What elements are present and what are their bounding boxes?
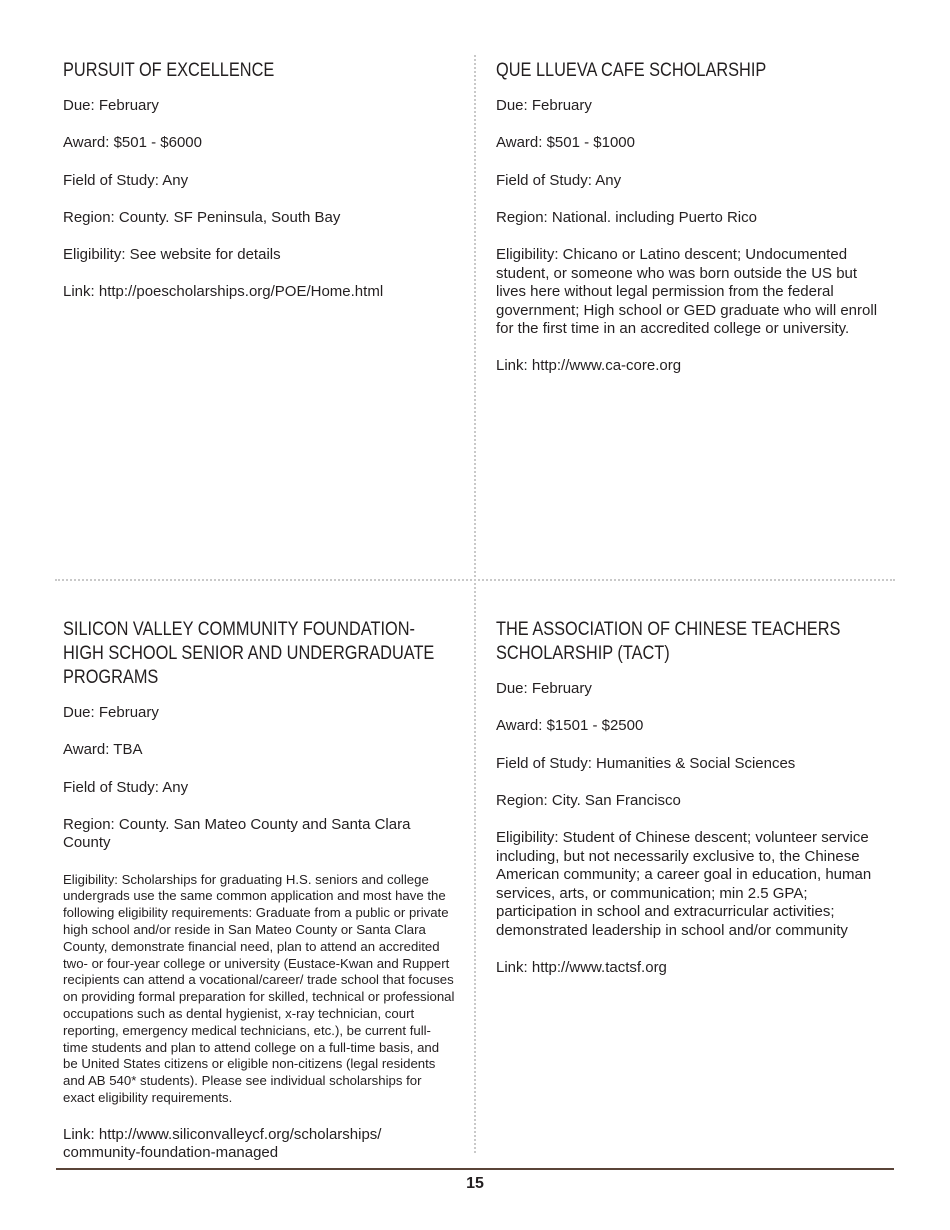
scholarship-card-tact xyxy=(496,618,888,996)
scholarship-link[interactable]: Link: http://www.tactsf.org xyxy=(496,958,667,976)
field-of-study: Field of Study: Humanities & Social Sciences xyxy=(496,754,796,772)
due-date: Due: February xyxy=(496,97,592,114)
due-date: Due: February xyxy=(63,97,159,114)
award-amount: Award: $501 - $6000 xyxy=(63,134,202,152)
eligibility-text: Eligibility: Scholarships for graduating H.S. seniors and college undergrads use the same common application and most have the following eligibility requirements: Graduate from a public or private high school and/or reside in San Mateo County or Santa Clara County, demonstrate financial need, plan to attend an accredited two- or four-year college or university (Eustace-Kwan and Ruppert recipients can attend a vocational/career/ trade school that focuses on providing formal preparation for skilled, technical or professional occupations such as dental hygienist, x-ray technician, court reporting, emergency medical technicians, etc.), be current full-time students and plan to attend college on a full-time basis, and be United States citizens or eligible non-citizens (legal residents and AB 540* students). xyxy=(63,871,455,1089)
region: Region: City. San Francisco xyxy=(496,791,681,809)
page-number: 15 xyxy=(466,1175,484,1192)
eligibility: Eligibility: See website for details xyxy=(63,246,281,264)
eligibility xyxy=(63,872,455,1107)
region: Region: County. San Mateo County and Santa Clara County xyxy=(63,815,411,852)
award-amount: Award: $501 - $1000 xyxy=(496,134,635,152)
due-date: Due: February xyxy=(496,680,592,697)
scholarship-card-silicon-valley-cf xyxy=(63,618,455,1181)
scholarship-link[interactable]: Link: http://www.ca-core.org xyxy=(496,357,682,375)
scholarship-title: QUE LLUEVA CAFE SCHOLARSHIP xyxy=(496,60,767,81)
region: Region: National. including Puerto Rico xyxy=(496,208,757,226)
row-divider xyxy=(55,579,895,581)
eligibility: Eligibility: Chicano or Latino descent; Undocumented student, or someone who was born outside the US but lives here without legal permission from the federal government; High school or GED graduate who will enroll for the first time in an accredited college or university. xyxy=(496,246,878,338)
scholarship-card-que-llueva-cafe xyxy=(496,59,888,395)
due-date: Due: February xyxy=(63,704,159,721)
scholarship-title: THE ASSOCIATION OF CHINESE TEACHERS SCHOLARSHIP (TACT) xyxy=(496,619,841,664)
eligibility: Eligibility: Student of Chinese descent; volunteer service including, but not necessarily exclusive to, the Chinese American community; a career goal in education, human services, arts, or communication; min 2.5 GPA; participation in school and extracurricular activities; demonstrated leadership in school and/or community xyxy=(496,829,872,939)
award-amount: Award: TBA xyxy=(63,741,143,759)
field-of-study: Field of Study: Any xyxy=(63,171,189,189)
scholarship-title: PURSUIT OF EXCELLENCE xyxy=(63,60,275,81)
field-of-study: Field of Study: Any xyxy=(496,171,622,189)
scholarship-card-pursuit-of-excellence xyxy=(63,59,455,321)
award-amount: Award: $1501 - $2500 xyxy=(496,717,644,735)
footer-rule xyxy=(56,1168,894,1170)
column-divider xyxy=(474,55,476,1153)
field-of-study: Field of Study: Any xyxy=(63,778,189,796)
scholarship-link[interactable]: Link: http://www.siliconvalleycf.org/scholarships/ community-foundation-managed xyxy=(63,1125,382,1162)
scholarship-title: SILICON VALLEY COMMUNITY FOUNDATION-HIGH SCHOOL SENIOR AND UNDERGRADUATE PROGRAMS xyxy=(63,619,435,688)
region: Region: County. SF Peninsula, South Bay xyxy=(63,208,341,226)
scholarship-link[interactable]: Link: http://poescholarships.org/POE/Home.html xyxy=(63,283,384,301)
eligibility-note: Please see individual scholarships for exact eligibility requirements. xyxy=(63,1073,422,1106)
